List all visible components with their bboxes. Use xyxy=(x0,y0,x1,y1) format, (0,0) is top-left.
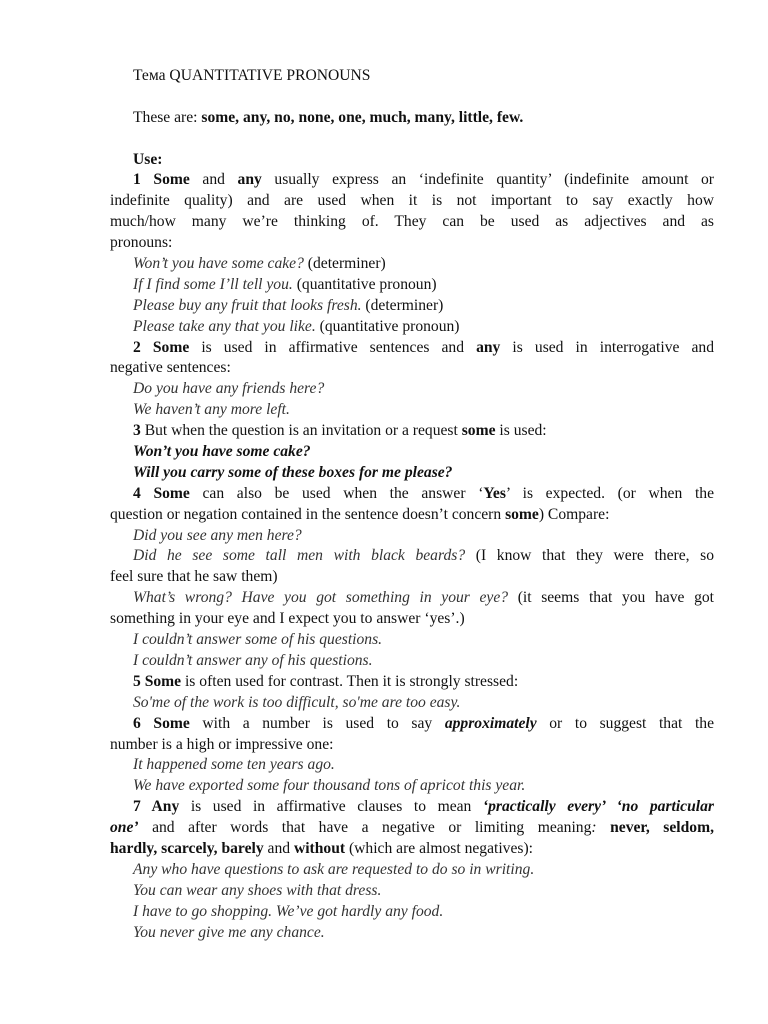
emphasis-text: 5 Some xyxy=(133,672,182,690)
body-text: much/how many we’re thinking of. They can be used as adjectives and as xyxy=(110,213,714,231)
emphasis-text: ‘practically every’ ‘no particular xyxy=(482,798,714,816)
text-line xyxy=(110,421,714,442)
text-line xyxy=(110,588,714,609)
text-line xyxy=(110,108,714,129)
text-line xyxy=(110,212,714,233)
example-text: Any who have questions to ask are requested to do so in writing. xyxy=(133,860,535,878)
body-text: (which are almost negatives): xyxy=(345,839,533,857)
text-line xyxy=(110,150,714,171)
example-text: Do you have any friends here? xyxy=(133,380,325,398)
body-text: (determiner) xyxy=(361,296,444,314)
text-line xyxy=(110,358,714,379)
body-text: is used: xyxy=(495,422,547,440)
text-line xyxy=(110,735,714,756)
body-text: is used in affirmative clauses to mean xyxy=(179,798,483,816)
text-line xyxy=(110,191,714,212)
emphasis-text: any xyxy=(237,171,262,189)
body-text: negative sentences: xyxy=(110,359,231,377)
text-line xyxy=(110,881,714,902)
example-text: Did you see any men here? xyxy=(133,526,302,544)
text-line xyxy=(110,860,714,881)
text-line xyxy=(110,567,714,588)
text-line xyxy=(110,714,714,735)
body-text: with a number is used to say xyxy=(189,714,445,732)
body-text: is used in affirmative sentences and xyxy=(189,338,477,356)
emphasis-text: Use: xyxy=(133,150,163,168)
emphasis-text: 6 Some xyxy=(133,714,190,732)
text-line xyxy=(110,818,714,839)
emphasis-text: some, any, no, none, one, much, many, little, few. xyxy=(201,108,524,126)
emphasis-text: without xyxy=(293,839,346,857)
body-text: Тема QUANTITATIVE PRONOUNS xyxy=(133,67,371,84)
body-text: and xyxy=(189,171,238,189)
text-line xyxy=(110,672,714,693)
body-text: is used in interrogative and xyxy=(500,338,714,356)
text-line xyxy=(110,546,714,567)
body-text: can also be used when the answer ‘ xyxy=(189,484,484,502)
body-text: (I know that they were there, so xyxy=(465,547,714,565)
example-text: What’s wrong? Have you got something in your eye? xyxy=(133,589,509,607)
body-text: indefinite quality) and are used when it is not important to say exactly how xyxy=(110,192,714,210)
text-line xyxy=(110,442,714,463)
blank-line xyxy=(110,87,714,108)
text-line xyxy=(110,233,714,254)
text-line xyxy=(110,902,714,923)
emphasis-text: Will you carry some of these boxes for me please? xyxy=(133,463,453,481)
text-line xyxy=(110,484,714,505)
body-text: and xyxy=(263,839,294,857)
body-text: question or negation contained in the sentence doesn’t concern xyxy=(110,505,506,523)
body-text: and after words that have a negative or limiting meaning xyxy=(138,819,592,837)
example-text: Did he see some tall men with black beards? xyxy=(133,547,466,565)
body-text: (it seems that you have got xyxy=(508,589,714,607)
emphasis-text: Yes xyxy=(483,484,506,502)
body-text: (determiner) xyxy=(303,255,386,273)
text-line xyxy=(110,526,714,547)
body-text: ’ is expected. (or when the xyxy=(505,484,714,502)
text-line xyxy=(110,609,714,630)
emphasis-text: some xyxy=(505,505,539,523)
body-text: But when the question is an invitation or a request xyxy=(140,422,462,440)
body-text: pronouns: xyxy=(110,234,173,252)
body-text: These are: xyxy=(133,108,202,126)
example-text: So'me of the work is too difficult, so'me are too easy. xyxy=(133,693,461,711)
text-line xyxy=(110,776,714,797)
text-line xyxy=(110,693,714,714)
text-line xyxy=(110,254,714,275)
emphasis-text: never, seldom, xyxy=(610,819,714,837)
emphasis-text: hardly, scarcely, barely xyxy=(110,839,264,857)
body-text: (quantitative pronoun) xyxy=(292,275,437,293)
text-line xyxy=(110,463,714,484)
text-line xyxy=(110,317,714,338)
emphasis-text: Won’t you have some cake? xyxy=(133,443,311,461)
text-line xyxy=(110,839,714,860)
example-text: I couldn’t answer some of his questions. xyxy=(133,631,383,649)
example-text: It happened some ten years ago. xyxy=(133,756,335,774)
body-text: something in your eye and I expect you to answer ‘yes’.) xyxy=(110,610,465,628)
body-text: usually express an ‘indefinite quantity’ (indefinite amount or xyxy=(261,171,715,189)
emphasis-text: approximately xyxy=(444,714,537,732)
example-text: I couldn’t answer any of his questions. xyxy=(133,651,373,669)
emphasis-text: 7 Any xyxy=(133,798,180,816)
example-text: You can wear any shoes with that dress. xyxy=(133,881,382,899)
example-text: Please take any that you like. xyxy=(133,317,316,335)
emphasis-text: any xyxy=(476,338,501,356)
text-line xyxy=(110,505,714,526)
emphasis-text: 1 Some xyxy=(133,171,190,189)
body-text: or to suggest that the xyxy=(536,714,715,732)
text-line xyxy=(110,755,714,776)
text-line xyxy=(110,170,714,191)
example-text: If I find some I’ll tell you. xyxy=(133,275,293,293)
text-line xyxy=(110,630,714,651)
text-line xyxy=(110,797,714,818)
text-line xyxy=(110,338,714,359)
example-text: We haven’t any more left. xyxy=(133,401,290,419)
body-text: number is a high or impressive one: xyxy=(110,735,334,753)
body-text: ) Compare: xyxy=(538,505,610,523)
body-text xyxy=(597,819,611,836)
emphasis-text: one’ xyxy=(110,819,139,837)
text-line xyxy=(110,296,714,317)
text-line xyxy=(110,923,714,944)
page-title xyxy=(110,66,714,87)
emphasis-text: 3 xyxy=(133,422,141,440)
example-text: Please buy any fruit that looks fresh. xyxy=(133,296,362,314)
text-line xyxy=(110,400,714,421)
emphasis-text: 2 Some xyxy=(133,338,190,356)
body-text: (quantitative pronoun) xyxy=(315,317,460,335)
example-text: We have exported some four thousand tons of apricot this year. xyxy=(133,777,526,795)
emphasis-text: 4 Some xyxy=(133,484,190,502)
emphasis-text: some xyxy=(461,422,496,440)
blank-line xyxy=(110,129,714,150)
text-line xyxy=(110,379,714,400)
example-text: Won’t you have some cake? xyxy=(133,255,304,273)
text-line xyxy=(110,651,714,672)
example-text: You never give me any chance. xyxy=(133,923,325,941)
text-line xyxy=(110,275,714,296)
emphasis-text: : xyxy=(591,819,597,837)
body-text: is often used for contrast. Then it is strongly stressed: xyxy=(181,672,519,690)
example-text: I have to go shopping. We’ve got hardly any food. xyxy=(133,902,444,920)
document-page xyxy=(110,66,714,943)
body-text: feel sure that he saw them) xyxy=(110,568,278,586)
